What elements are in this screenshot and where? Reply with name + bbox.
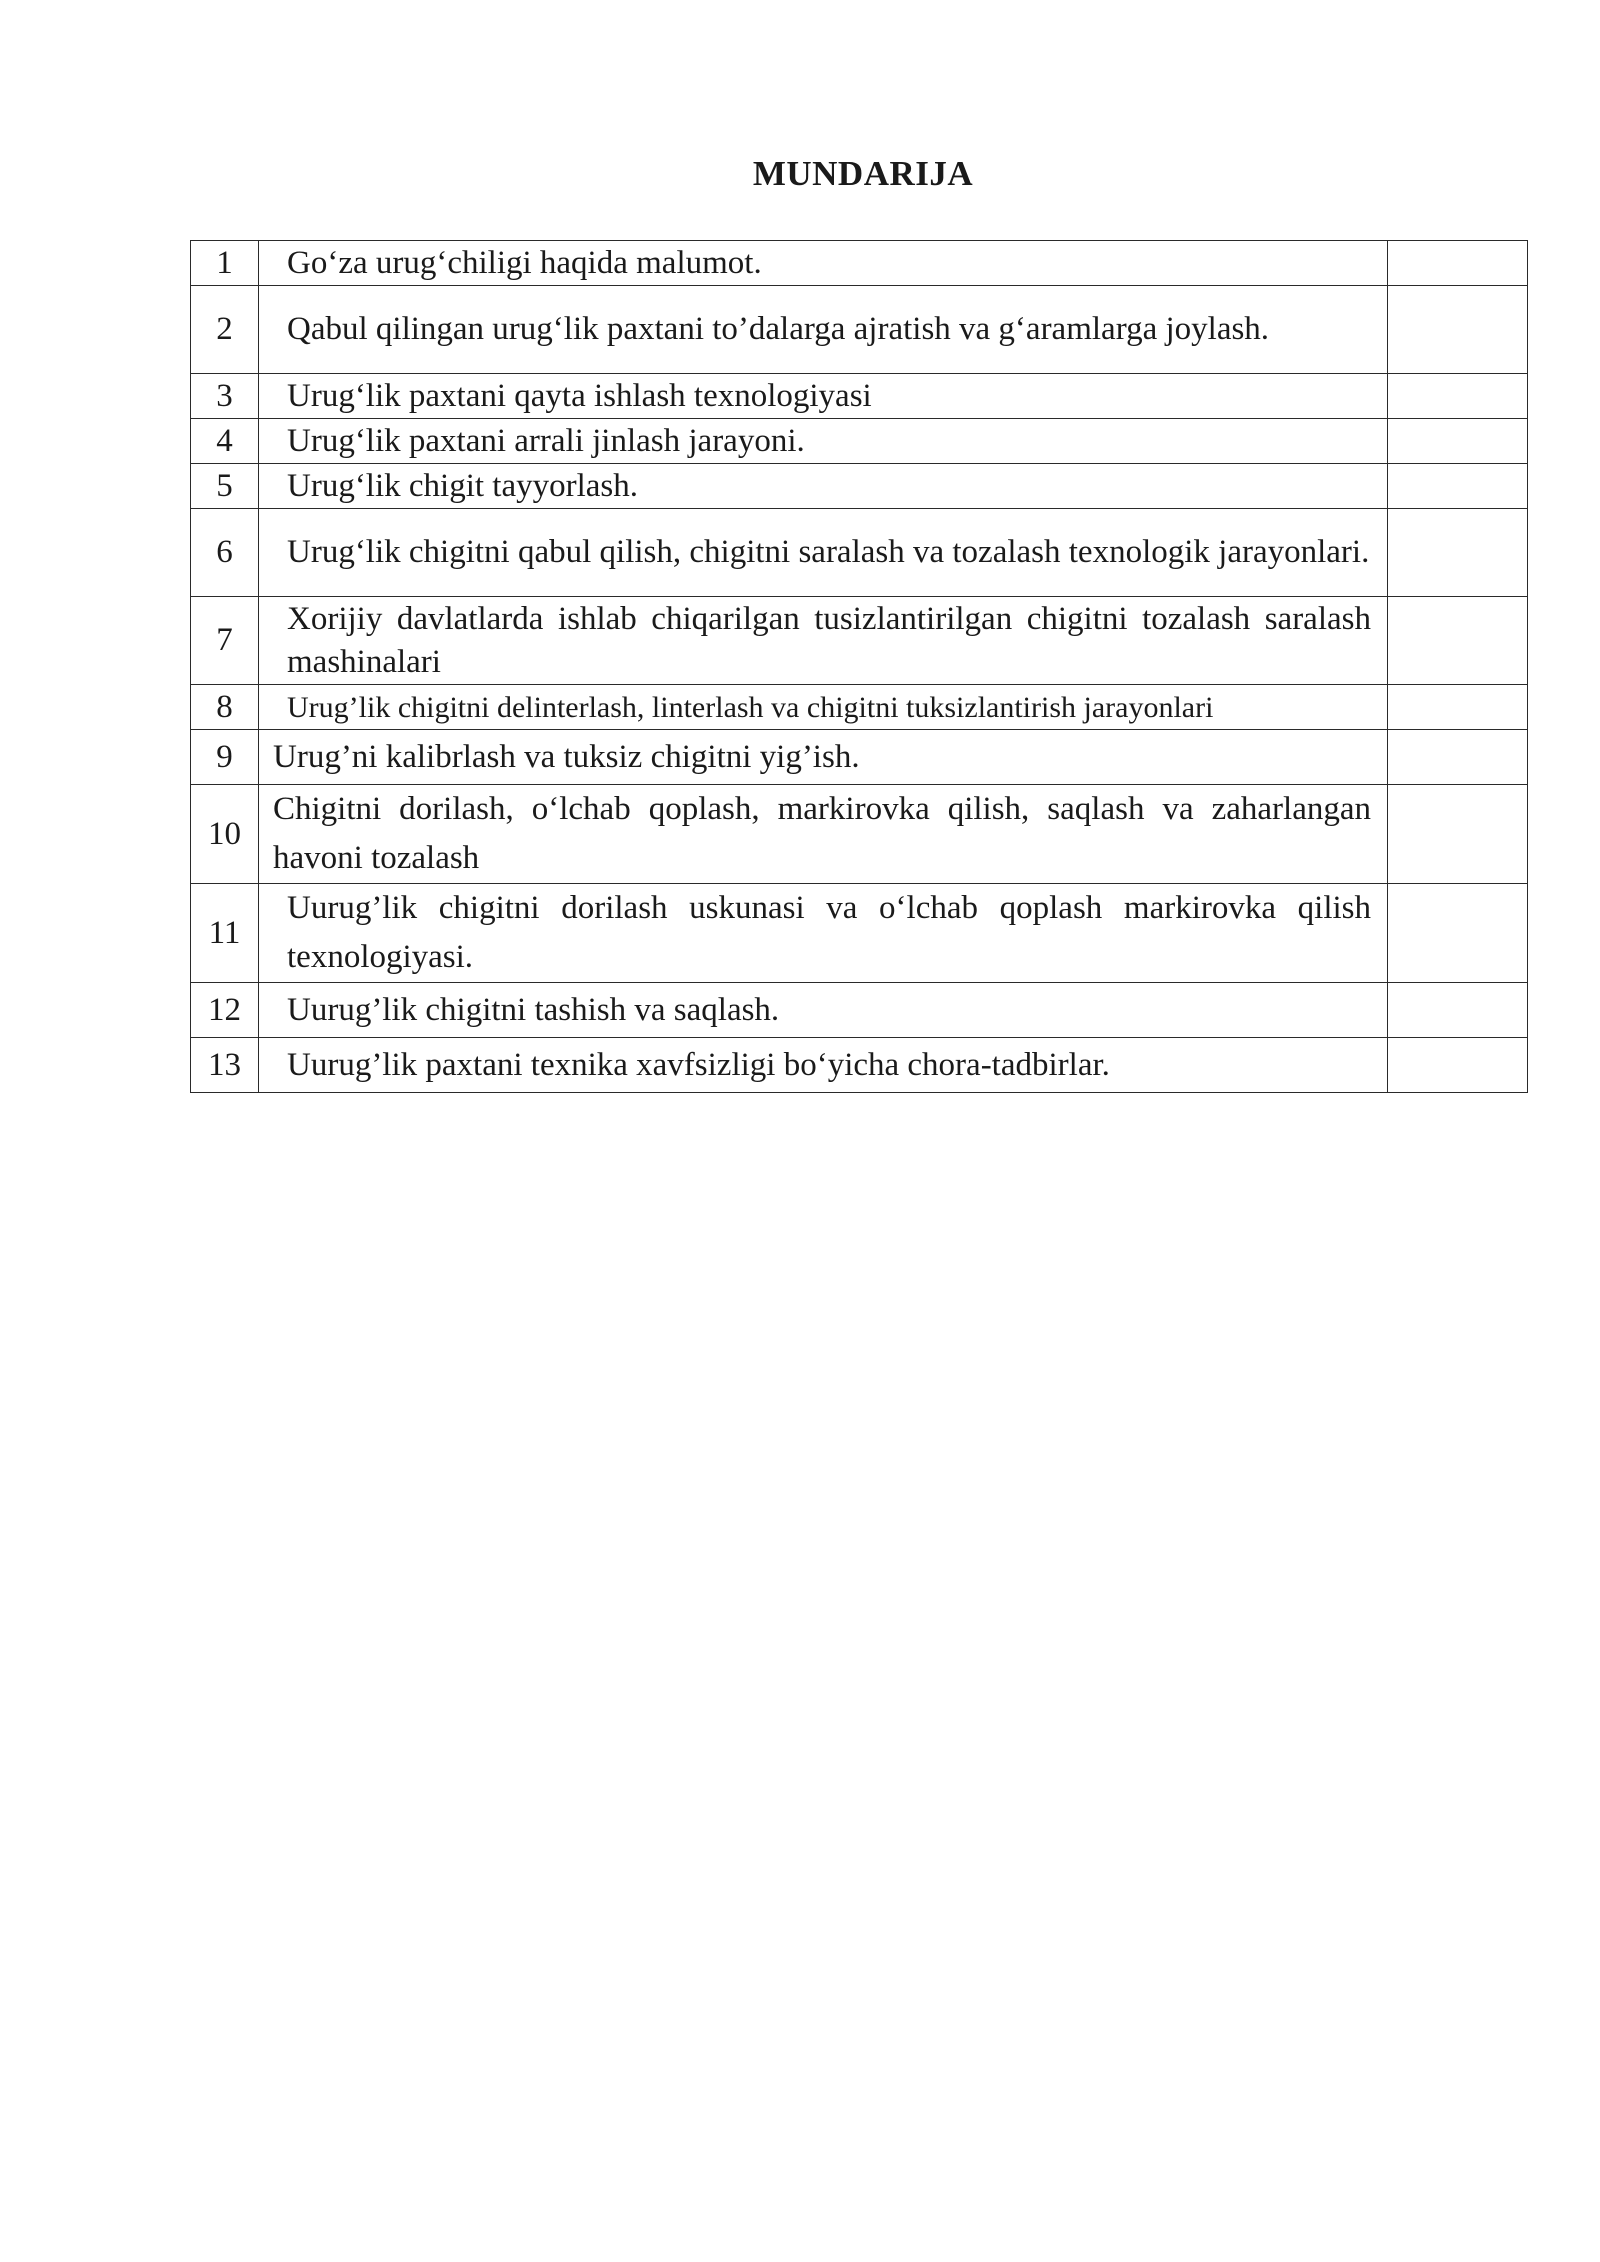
row-page-cell xyxy=(1388,464,1528,509)
row-number: 10 xyxy=(191,785,259,884)
table-row xyxy=(191,509,1528,597)
table-row xyxy=(191,374,1528,419)
row-number: 8 xyxy=(191,685,259,730)
table-row xyxy=(191,1038,1528,1093)
row-page-cell xyxy=(1388,983,1528,1038)
table-row xyxy=(191,685,1528,730)
table-row xyxy=(191,597,1528,685)
table-of-contents xyxy=(190,240,1528,1093)
row-number: 7 xyxy=(191,597,259,685)
table-row xyxy=(191,419,1528,464)
row-page-cell xyxy=(1388,241,1528,286)
row-number: 1 xyxy=(191,241,259,286)
row-number: 5 xyxy=(191,464,259,509)
row-number: 3 xyxy=(191,374,259,419)
page-title: MUNDARIJA xyxy=(752,154,974,193)
row-title: Urug’lik chigitni delinterlash, linterlash va chigitni tuksizlantirish jarayonlari xyxy=(259,685,1388,730)
row-page-cell xyxy=(1388,884,1528,983)
row-number: 2 xyxy=(191,286,259,374)
row-title: Go‘za urug‘chiligi haqida malumot. xyxy=(259,241,1388,286)
row-title: Urug’ni kalibrlash va tuksiz chigitni yig’ish. xyxy=(259,730,1388,785)
row-number: 11 xyxy=(191,884,259,983)
row-title: Urug‘lik paxtani qayta ishlash texnologiyasi xyxy=(259,374,1388,419)
row-number: 4 xyxy=(191,419,259,464)
row-title: Xorijiy davlatlarda ishlab chiqarilgan tusizlantirilgan chigitni tozalash saralash mashinalari xyxy=(259,597,1388,685)
row-page-cell xyxy=(1388,509,1528,597)
table-row xyxy=(191,983,1528,1038)
table-row xyxy=(191,464,1528,509)
row-title: Uurug’lik chigitni tashish va saqlash. xyxy=(259,983,1388,1038)
row-title: Uurug’lik chigitni dorilash uskunasi va o‘lchab qoplash markirovka qilish texnologiyasi. xyxy=(259,884,1388,983)
row-title: Urug‘lik chigit tayyorlash. xyxy=(259,464,1388,509)
row-number: 9 xyxy=(191,730,259,785)
row-page-cell xyxy=(1388,286,1528,374)
table-row xyxy=(191,241,1528,286)
row-title: Qabul qilingan urug‘lik paxtani to’dalarga ajratish va g‘aramlarga joylash. xyxy=(259,286,1388,374)
row-number: 13 xyxy=(191,1038,259,1093)
row-number: 6 xyxy=(191,509,259,597)
row-page-cell xyxy=(1388,597,1528,685)
table-row xyxy=(191,884,1528,983)
table-row xyxy=(191,730,1528,785)
row-page-cell xyxy=(1388,685,1528,730)
row-page-cell xyxy=(1388,374,1528,419)
row-title: Chigitni dorilash, o‘lchab qoplash, markirovka qilish, saqlash va zaharlangan havoni tozalash xyxy=(259,785,1388,884)
row-number: 12 xyxy=(191,983,259,1038)
table-row xyxy=(191,286,1528,374)
row-page-cell xyxy=(1388,785,1528,884)
row-title: Urug‘lik paxtani arrali jinlash jarayoni. xyxy=(259,419,1388,464)
row-title: Urug‘lik chigitni qabul qilish, chigitni saralash va tozalash texnologik jarayonlari. xyxy=(259,509,1388,597)
table-row xyxy=(191,785,1528,884)
row-page-cell xyxy=(1388,1038,1528,1093)
row-page-cell xyxy=(1388,419,1528,464)
row-page-cell xyxy=(1388,730,1528,785)
row-title: Uurug’lik paxtani texnika xavfsizligi bo‘yicha chora-tadbirlar. xyxy=(259,1038,1388,1093)
